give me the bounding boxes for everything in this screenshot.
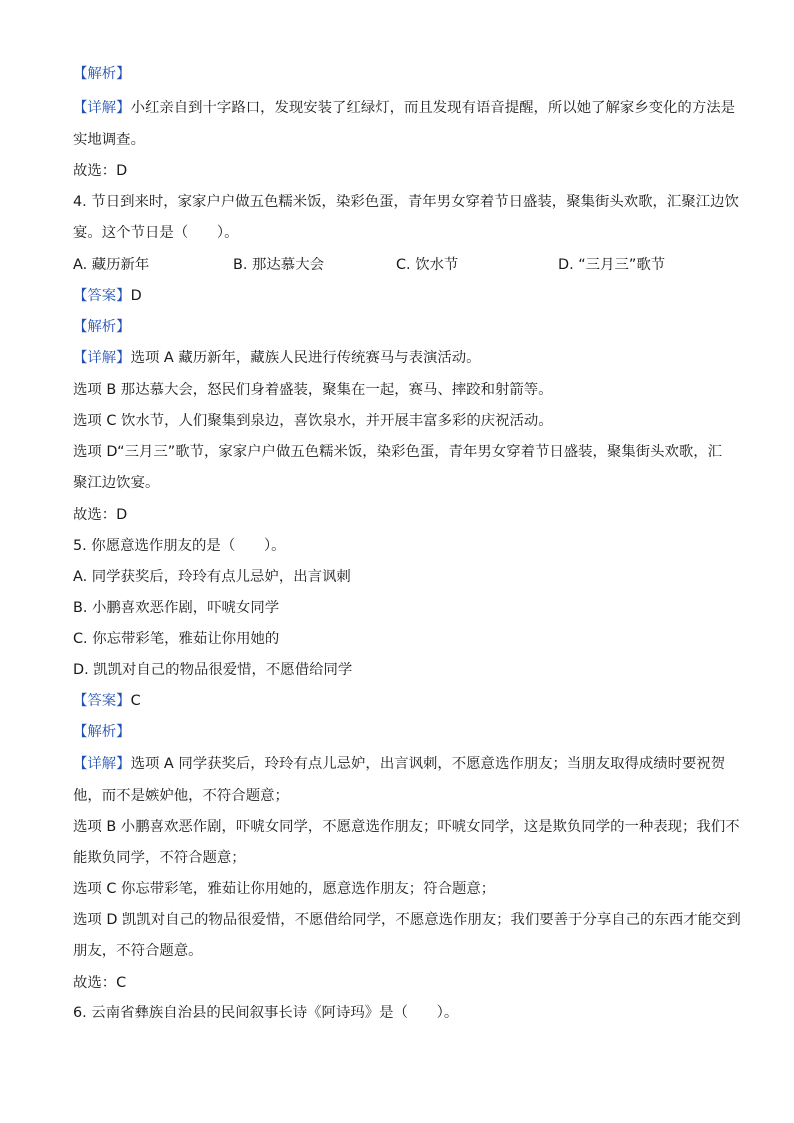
q5-option-c: C. 你忘带彩笔，雅茹让你用她的 (73, 631, 280, 647)
q5-option-d: D. 凯凯对自己的物品很爱惜，不愿借给同学 (73, 662, 353, 678)
q5-answer (73, 691, 141, 711)
q5-detail-d-line-1: 选项 D 凯凯对自己的物品很爱惜，不愿借给同学，不愿意选作朋友；我们要善于分享自己的东西才能交到 (73, 912, 741, 928)
q3-detail-line-2: 实地调查。 (73, 132, 145, 148)
detail-tag: 【详解】 (73, 756, 131, 772)
q4-stem-line-1: 4. 节日到来时，家家户户做五色糯米饭，染彩色蛋，青年男女穿着节日盛装，聚集街头欢歌，汇聚江边饮 (73, 194, 739, 210)
q4-analysis-heading (73, 317, 131, 337)
q5-option-b: B. 小鹏喜欢恶作剧，吓唬女同学 (73, 600, 280, 616)
q4-choice: 故选：D (73, 507, 128, 523)
q5-detail-d-line-2: 朋友，不符合题意。 (73, 943, 203, 959)
q3-detail-text: 小红亲自到十字路口，发现安装了红绿灯，而且发现有语音提醒，所以她了解家乡变化的方法是 (130, 100, 735, 116)
q5-detail-b-line-2: 能欺负同学，不符合题意； (73, 850, 246, 866)
answer-tag: 【答案】 (73, 288, 131, 304)
q5-choice: 故选：C (73, 975, 127, 991)
q5-analysis-heading (73, 722, 131, 742)
q5-detail-c: 选项 C 你忘带彩笔，雅茹让你用她的，愿意选作朋友；符合题意； (73, 881, 496, 897)
q3-choice: 故选：D (73, 163, 128, 179)
analysis-tag: 【解析】 (73, 319, 131, 335)
q4-detail-c: 选项 C 饮水节，人们聚集到泉边，喜饮泉水，并开展丰富多彩的庆祝活动。 (73, 413, 553, 429)
q4-answer-value: D (130, 288, 142, 304)
analysis-tag: 【解析】 (73, 66, 131, 82)
q4-option-b: B. 那达慕大会 (233, 257, 324, 273)
q5-detail-a-text: 选项 A 同学获奖后，玲玲有点儿忌妒，出言讽刺，不愿意选作朋友；当朋友取得成绩时要祝贺 (130, 756, 726, 772)
answer-tag: 【答案】 (73, 693, 131, 709)
analysis-heading (73, 64, 131, 84)
q5-option-a: A. 同学获奖后，玲玲有点儿忌妒，出言讽刺 (73, 569, 351, 585)
q4-answer (73, 286, 142, 306)
q4-option-a: A. 藏历新年 (73, 257, 150, 273)
q5-stem: 5. 你愿意选作朋友的是（ ）。 (73, 538, 286, 554)
q4-detail-b: 选项 B 那达慕大会，怒民们身着盛装，聚集在一起，赛马、摔跤和射箭等。 (73, 382, 553, 398)
q4-detail-d-line-2: 聚江边饮宴。 (73, 475, 160, 491)
q5-detail-b-line-1: 选项 B 小鹏喜欢恶作剧，吓唬女同学，不愿意选作朋友；吓唬女同学，这是欺负同学的一种表现；我们不 (73, 819, 740, 835)
detail-tag: 【详解】 (73, 100, 131, 116)
q3-detail-line-1 (73, 98, 735, 118)
q4-detail-a-text: 选项 A 藏历新年，藏族人民进行传统赛马与表演活动。 (130, 350, 481, 366)
q4-detail-a (73, 348, 481, 368)
detail-tag: 【详解】 (73, 350, 131, 366)
q4-detail-d-line-1: 选项 D“三月三”歌节，家家户户做五色糯米饭，染彩色蛋，青年男女穿着节日盛装，聚集街头欢歌，汇 (73, 444, 723, 460)
q4-option-c: C. 饮水节 (396, 257, 459, 273)
q5-detail-a-line-2: 他，而不是嫉妒他，不符合题意； (73, 788, 289, 804)
analysis-tag: 【解析】 (73, 724, 131, 740)
q5-detail-a-line-1 (73, 754, 725, 774)
q6-stem: 6. 云南省彝族自治县的民间叙事长诗《阿诗玛》是（ ）。 (73, 1005, 459, 1021)
q4-option-d: D. “三月三”歌节 (558, 257, 666, 273)
q4-stem-line-2: 宴。这个节日是（ ）。 (73, 225, 239, 241)
q5-answer-value: C (130, 693, 141, 709)
